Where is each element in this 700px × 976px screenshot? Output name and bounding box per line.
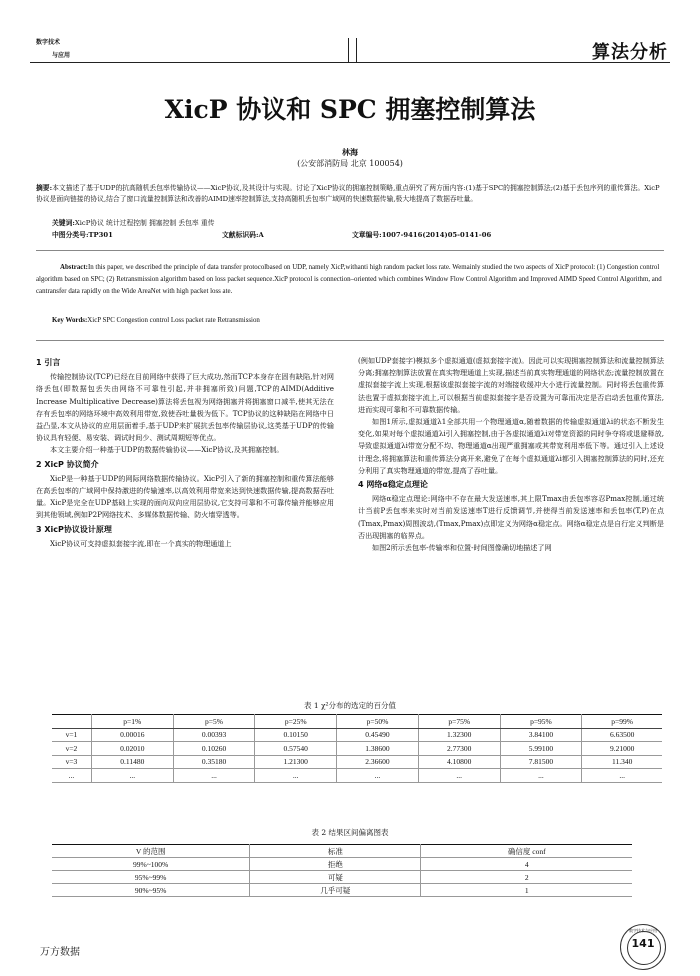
article-number: 文章编号:1007-9416(2014)05-0141-06	[352, 231, 492, 239]
table-header-cell	[52, 715, 91, 729]
table-cell: 1.21300	[255, 755, 337, 769]
table-row	[52, 728, 662, 742]
header-divider-left	[348, 38, 349, 62]
table-cell: 1.32300	[418, 728, 500, 742]
abstract-cn-text: 本文描述了基于UDP的抗高随机丢包率传输协议——XicP协议,及其设计与实现。讨论了XicP协议的拥塞控制策略,重点研究了两方面内容:(1)基于SPC的拥塞控制算法;(2)基于丢包序列的重传算法。XicP协议是面向链接的协议,结合了窗口流量控制算法和改善的AIMD速率控制算法,支持高随机丢包率广域网的快速数据传输,极大地提高了数据吞吐量。	[36, 184, 660, 203]
table-cell: 4	[421, 858, 632, 871]
table-header-cell: p=1%	[91, 715, 173, 729]
affiliation: (公安部消防局 北京 100054)	[297, 159, 403, 168]
table-cell: v=3	[52, 755, 91, 769]
table-cell: 0.10260	[173, 742, 255, 756]
table-cell: 可疑	[250, 871, 421, 884]
table-cell: ...	[52, 769, 91, 783]
header-rule	[30, 62, 670, 63]
section-title: 算法分析	[592, 42, 668, 63]
abstract-en-label: Abstract:	[60, 264, 88, 271]
table-header-cell: p=50%	[337, 715, 419, 729]
table-header-cell: p=99%	[582, 715, 662, 729]
header-divider-right	[356, 38, 357, 62]
table-header-cell: p=95%	[500, 715, 582, 729]
abstract-divider	[36, 250, 664, 251]
keywords-cn-label: 关键词:	[52, 219, 75, 227]
table-header-cell: p=75%	[418, 715, 500, 729]
heading-introduction: 1 引言	[36, 358, 61, 367]
table-cell: 5.99100	[500, 742, 582, 756]
table-cell: 0.35180	[173, 755, 255, 769]
table-cell: ...	[418, 769, 500, 783]
paragraph: 如图1所示,虚拟通道λ1全部共用一个物理通道α,随着数据的传输虚拟通道λi的状态不断发生变化,如果对每个虚拟通道λi引入拥塞控制,由于各虚拟通道λi对带宽资源的同时争夺将或退避释放,导致虚拟通道λi带宽分配不均、物理通道α出现严重拥塞或其带宽利用率低下等。通过引入上述设计理念,将拥塞算法和重传算法分离开来,避免了在每个虚拟通道λi都引入拥塞控制算法的同时,还充分利用了真实物理通道的带宽,提高了吞吐量。	[358, 417, 664, 475]
table-cell: ...	[500, 769, 582, 783]
table-header-cell: V 的范围	[52, 845, 250, 858]
table-cell: 2.36600	[337, 755, 419, 769]
table-cell: ...	[91, 769, 173, 783]
table-cell: 0.45490	[337, 728, 419, 742]
chi-square-table	[52, 714, 662, 783]
clc-number: 中图分类号:TP301	[52, 231, 113, 239]
document-code: 文献标识码:A	[222, 231, 264, 239]
table-header-cell: p=5%	[173, 715, 255, 729]
table-cell: ...	[582, 769, 662, 783]
table-cell: 9.21000	[582, 742, 662, 756]
paragraph: 网络α稳定点理论:网络中不存在最大发送速率,其上限Tmax由丢包率容忍Pmax控制,通过统计当前P丢包率来实时对当前发送速率T进行反馈调节,并使得当前发送速率和丢包率(T,P)在点(Tmax,Pmax)周围波动,(Tmax,Pmax)点即定义为网络α稳定点。网络α稳定点是自行定义判断是否出现拥塞的临界点。	[358, 494, 664, 540]
journal-logo-line2: 与应用	[52, 52, 71, 59]
table-header-row	[52, 845, 632, 858]
table-header-row	[52, 715, 662, 729]
paragraph: 如图2所示丢包率-传输率和位置-时间图像确切地描述了网	[372, 543, 552, 553]
table-row	[52, 884, 632, 897]
table-cell: 3.84100	[500, 728, 582, 742]
table-cell: 1.38600	[337, 742, 419, 756]
table-cell: 0.02010	[91, 742, 173, 756]
table-cell: 4.10800	[418, 755, 500, 769]
table-cell: ...	[255, 769, 337, 783]
table-cell: ...	[337, 769, 419, 783]
abstract-en-divider	[36, 340, 664, 341]
table-header-cell: p=25%	[255, 715, 337, 729]
page-badge	[620, 924, 666, 970]
table-row	[52, 755, 662, 769]
keywords-en-label: Key Words:	[52, 317, 88, 324]
author: 林海	[342, 147, 358, 157]
deviation-table	[52, 844, 632, 897]
table-cell: 2	[421, 871, 632, 884]
paragraph: 传输控制协议(TCP)已经在目前网络中获得了巨大成功,然而TCP本身存在固有缺陷,针对网络丢包(即数据包丢失由网络不可靠性引起,并非拥塞所致)问题,TCP的AIMD(Additive Increase Multiplicative Decrease)算法将丢包视为网络拥塞并将拥塞窗口减半,使其无法在存有丢包率的网络环境中高效利用带宽,致使吞吐量极为低下。TCP协议的这种缺陷在网络中日益凸显,本文从协议的应用层面着手,基于UDP来扩展抗丢包率传输层协议,这类基于UDP的传输协议具有轻便、易安装、调试时间少、测试周期短等优点。	[36, 372, 334, 443]
paragraph: (例如UDP套接字)模拟多个虚拟通道(虚拟套接字流)。因此可以实现拥塞控制算法和流量控制算法分离;拥塞控制算法放置在真实物理通道上实现,描述当前真实物理通道的网络状态;流量控制放置在虚拟套接字流上实现,根据该虚拟套接字流的对端接收缓冲大小进行流量控制。同时将丢包重传算法也置于虚拟套接字流上,可以根据当前虚拟套接字是否设置为可靠而决定是否启动丢包重传算法,进而实现可靠和不可靠数据传输。	[358, 356, 664, 414]
journal-logo-line1: 数字技术	[36, 39, 61, 46]
table-cell: 2.77300	[418, 742, 500, 756]
abstract-cn	[36, 183, 666, 205]
table-header-cell: 确信度 conf	[421, 845, 632, 858]
paragraph: XicP协议可支持虚拟套接字流,即在一个真实的物理通道上	[50, 538, 232, 548]
source-watermark: 万方数据	[40, 947, 80, 958]
table-cell: 99%~100%	[52, 858, 250, 871]
table-cell: 90%~95%	[52, 884, 250, 897]
table-cell: 1	[421, 884, 632, 897]
table-cell: 几乎可疑	[250, 884, 421, 897]
table-cell: v=1	[52, 728, 91, 742]
table-cell: 拒绝	[250, 858, 421, 871]
keywords-en-text: XicP SPC Congestion control Loss packet rate Retransmission	[87, 317, 260, 324]
heading-design-principle: 3 XicP协议设计原理	[36, 524, 112, 534]
paragraph: XicP是一种基于UDP的网际网络数据传输协议。XicP引入了新的拥塞控制和重传算法能够在高丢包率的广域网中保持激进的传输速率,以高效利用带宽来达到快速数据传输,提高数据吞吐量。XicP是完全在UDP基础上实现的面向双向应用层协议,它支持可靠和不可靠传输并能够应用到其他领域,例如P2P网络技术、多媒体数据传输、防火墙穿透等。	[36, 473, 334, 520]
keywords-cn-text: XicP协议 统计过程控制 拥塞控制 丢包率 重传	[74, 219, 215, 227]
journal-logo	[30, 36, 104, 64]
table-header-cell: 标准	[250, 845, 421, 858]
table-cell: 0.10150	[255, 728, 337, 742]
table-cell: 95%~99%	[52, 871, 250, 884]
paper-title: XicP 协议和 SPC 拥塞控制算法	[164, 95, 536, 124]
table-cell: v=2	[52, 742, 91, 756]
table-cell: ...	[173, 769, 255, 783]
table-cell: 7.81500	[500, 755, 582, 769]
abstract-en-text: In this paper, we described the principle of data transfer protocolbased on UDP, namely XicP,withanti high random packet loss rate. Wemainly studied the two aspects of XicP protocol: (1) Congestion control algorithm based on SPC; (2) Retransmission algorithm based on loss packet sequence.XicP protocol is connection–oriented which combines Window Flow Control Algorithm and Improved AIMD Speed Control Algorithm, and cantransfer data rapidly on the Wide AreaNet with high packet loss ate.	[36, 264, 662, 295]
page-badge-text: 数字技术与应用	[629, 928, 657, 933]
table-cell: 0.11480	[91, 755, 173, 769]
table1-caption: 表 1 χ²分布的选定的百分值	[303, 701, 397, 710]
table-cell: 6.63500	[582, 728, 662, 742]
table-cell: 0.00016	[91, 728, 173, 742]
keywords-en	[52, 317, 672, 324]
heading-xicp-intro: 2 XicP 协议简介	[36, 459, 99, 469]
body-right-column	[358, 355, 664, 554]
table2-caption: 表 2 结果区间偏离图表	[311, 828, 389, 837]
page-number: 141	[631, 937, 655, 950]
abstract-en	[36, 262, 666, 298]
table-cell: 11.340	[582, 755, 662, 769]
table-row	[52, 742, 662, 756]
keywords-cn	[52, 217, 652, 227]
table-cell: 0.00393	[173, 728, 255, 742]
paragraph: 本文主要介绍一种基于UDP的数据传输协议——XicP协议,及其拥塞控制。	[50, 445, 284, 455]
body-left-column	[36, 355, 334, 550]
abstract-cn-label: 摘要:	[36, 184, 53, 192]
table-row	[52, 871, 632, 884]
heading-stability-theory: 4 网络α稳定点理论	[358, 480, 428, 490]
table-row	[52, 858, 632, 871]
table-cell: 0.57540	[255, 742, 337, 756]
table-row	[52, 769, 662, 783]
